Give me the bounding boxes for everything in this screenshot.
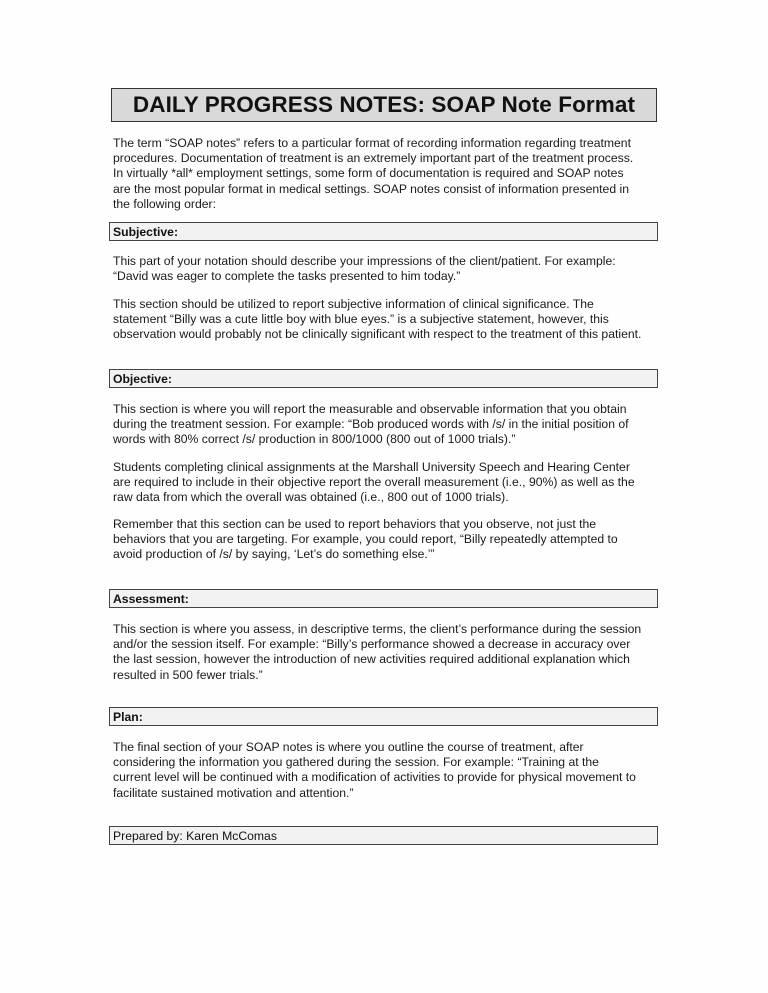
text-line: are the most popular format in medical settings. SOAP notes consist of information presented in xyxy=(113,181,629,196)
prepared-by-label: Prepared by: Karen McComas xyxy=(113,828,277,843)
plan-paragraph-1 xyxy=(113,740,673,801)
title-box xyxy=(111,88,657,122)
text-line: the last session, however the introduction of new activities required additional explanation which xyxy=(113,652,630,667)
text-line: avoid production of /s/ by saying, ‘Let’s do something else.’” xyxy=(113,547,435,562)
section-heading-subjective xyxy=(109,222,658,241)
section-heading-label: Objective: xyxy=(113,371,172,386)
section-heading-assessment xyxy=(109,589,658,608)
text-line: “David was eager to complete the tasks presented to him today.” xyxy=(113,269,461,284)
text-line: resulted in 500 fewer trials.” xyxy=(113,667,263,682)
text-line: current level will be continued with a modification of activities to provide for physical movement to xyxy=(113,770,636,785)
text-line: The term “SOAP notes” refers to a particular format of recording information regarding treatment xyxy=(113,136,631,150)
subjective-paragraph-1 xyxy=(113,254,673,284)
objective-paragraph-3 xyxy=(113,517,673,563)
text-line: Remember that this section can be used to report behaviors that you observe, not just the xyxy=(113,517,597,531)
text-line: are required to include in their objective report the overall measurement (i.e., 90%) as well as the xyxy=(113,475,635,490)
text-line: The final section of your SOAP notes is where you outline the course of treatment, after xyxy=(113,740,584,754)
section-heading-objective xyxy=(109,369,658,388)
assessment-paragraph-1 xyxy=(113,622,673,683)
page-title: DAILY PROGRESS NOTES: SOAP Note Format xyxy=(132,92,636,117)
subjective-paragraph-2 xyxy=(113,297,673,343)
text-line: considering the information you gathered during the session. For example: “Training at the xyxy=(113,755,599,770)
section-heading-label: Assessment: xyxy=(113,591,189,606)
text-line: This section should be utilized to report subjective information of clinical significance. The xyxy=(113,297,594,311)
text-line: and/or the session itself. For example: “Billy’s performance showed a decrease in accuracy over xyxy=(113,637,631,652)
text-line: In virtually *all* employment settings, some form of documentation is required and SOAP notes xyxy=(113,166,624,181)
text-line: This section is where you assess, in descriptive terms, the client’s performance during the session xyxy=(113,622,642,636)
text-line: observation would probably not be clinically significant with respect to the treatment of this patient. xyxy=(113,327,642,342)
text-line: This part of your notation should describe your impressions of the client/patient. For example: xyxy=(113,254,616,268)
intro-paragraph xyxy=(113,136,673,212)
text-line: during the treatment session. For example: “Bob produced words with /s/ in the initial position of xyxy=(113,417,629,432)
text-line: facilitate sustained motivation and attention.” xyxy=(113,785,354,800)
text-line: behaviors that you are targeting. For example, you could report, “Billy repeatedly attempted to xyxy=(113,532,618,547)
text-line: the following order: xyxy=(113,196,216,211)
prepared-by-box xyxy=(109,826,658,845)
text-line: This section is where you will report the measurable and observable information that you obtain xyxy=(113,402,627,416)
text-line: words with 80% correct /s/ production in 800/1000 (800 out of 1000 trials).” xyxy=(113,432,516,447)
section-heading-label: Subjective: xyxy=(113,224,179,239)
section-heading-label: Plan: xyxy=(113,709,143,724)
text-line: statement “Billy was a cute little boy with blue eyes.” is a subjective statement, however, this xyxy=(113,312,609,327)
text-line: procedures. Documentation of treatment is an extremely important part of the treatment process. xyxy=(113,151,634,166)
section-heading-plan xyxy=(109,707,658,726)
objective-paragraph-1 xyxy=(113,402,673,448)
objective-paragraph-2 xyxy=(113,460,673,506)
text-line: raw data from which the overall was obtained (i.e., 800 out of 1000 trials). xyxy=(113,490,509,505)
text-line: Students completing clinical assignments at the Marshall University Speech and Hearing Center xyxy=(113,460,630,474)
